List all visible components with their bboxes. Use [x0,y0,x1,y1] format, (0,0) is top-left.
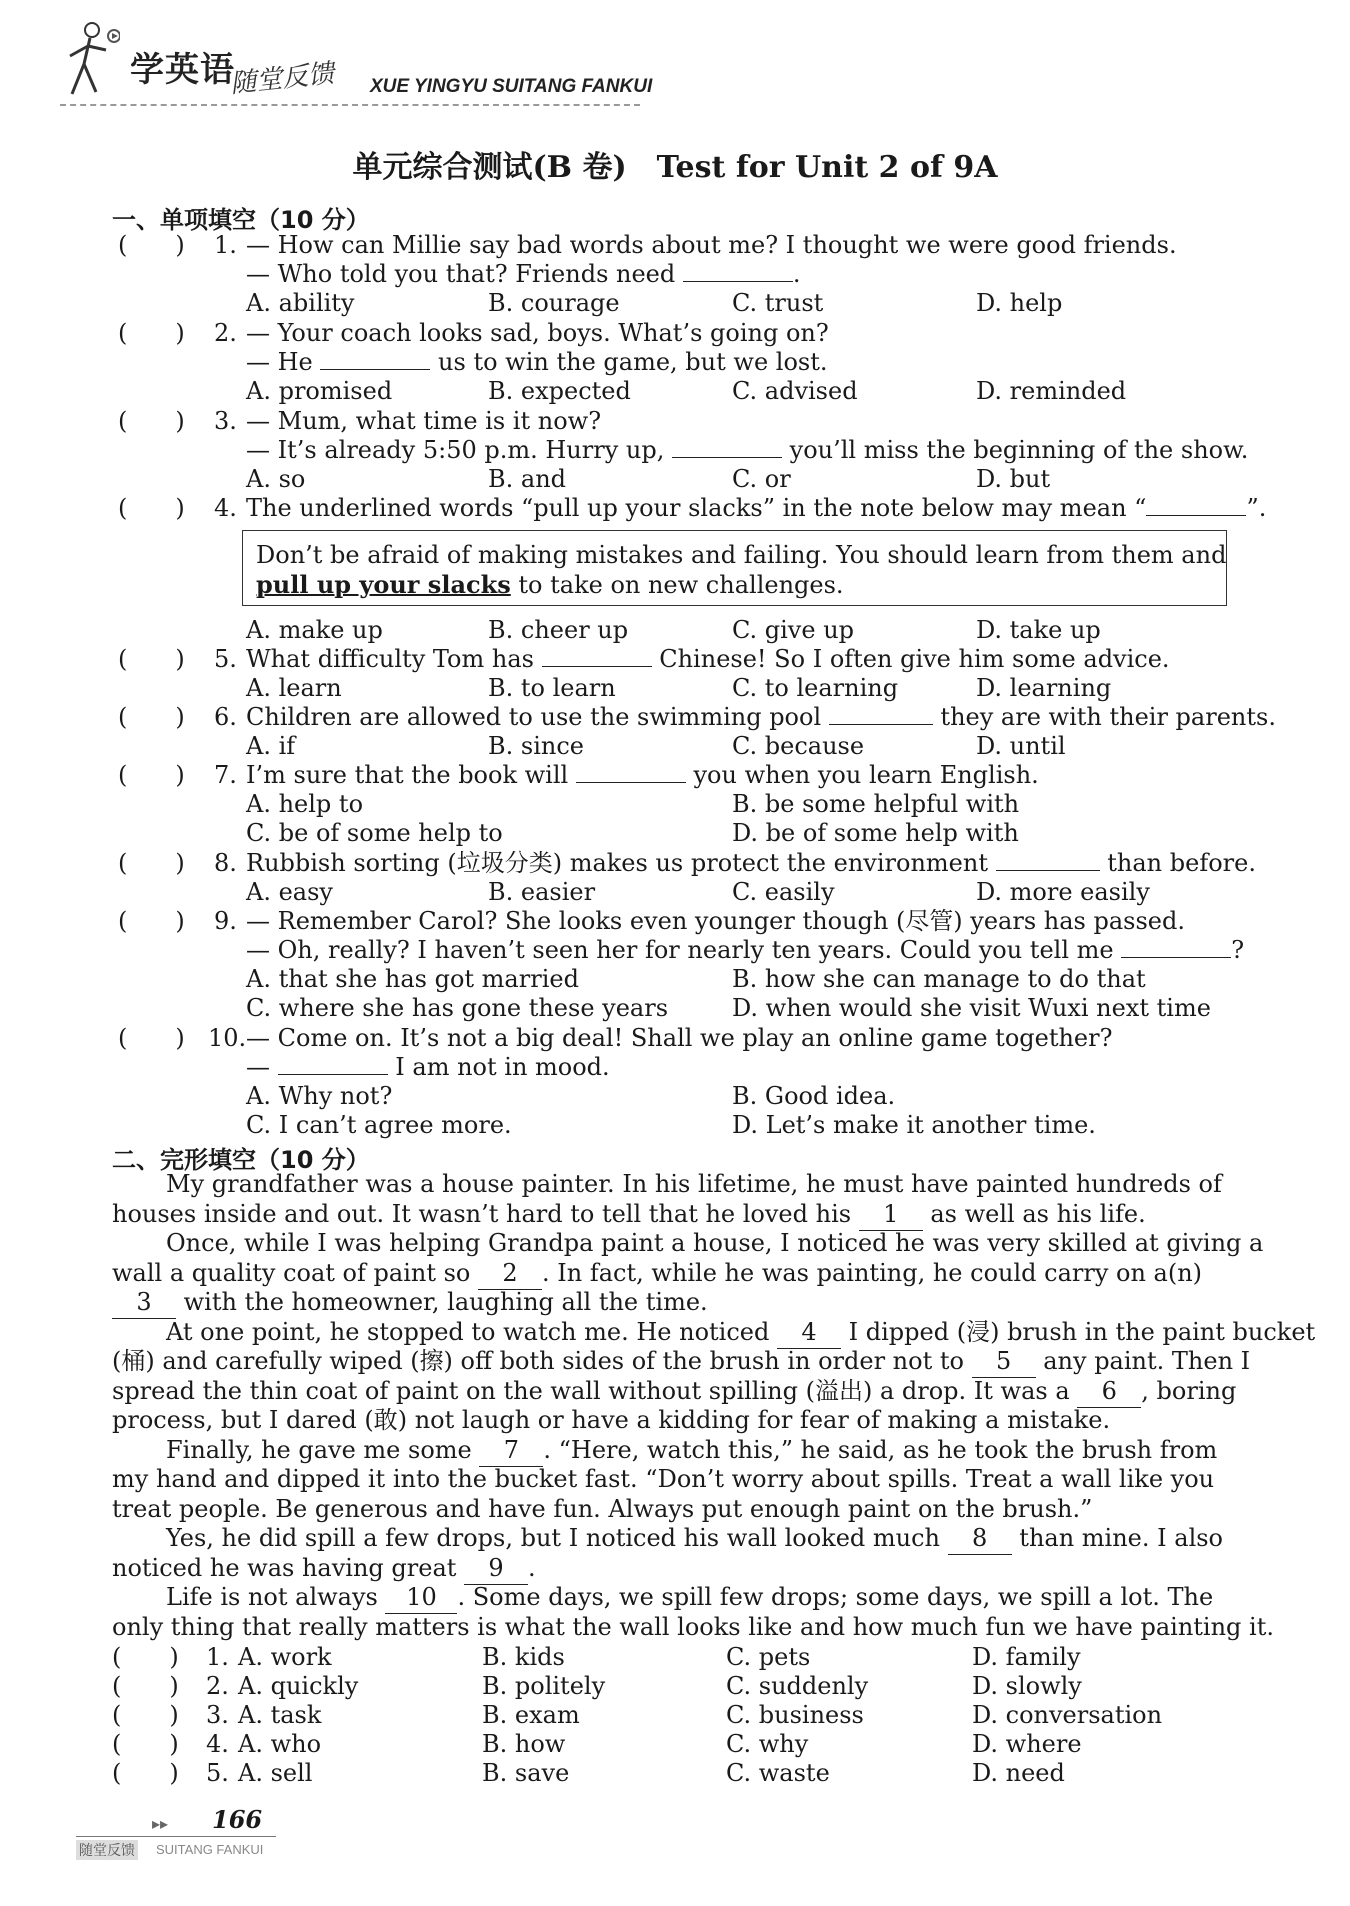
passage-line: 3 with the homeowner, laughing all the time. [112,1288,708,1319]
option: B. and [488,465,567,493]
answer-blank[interactable] [278,1052,388,1075]
answer-bracket[interactable]: ( ) [118,407,185,435]
page-title: 单元综合测试(B 卷) Test for Unit 2 of 9A [352,150,998,185]
option: D. Let’s make it another time. [732,1111,1096,1139]
answer-bracket[interactable]: ( ) [112,1672,179,1700]
header-divider [60,104,640,106]
option: D. family [972,1643,1081,1671]
passage-line: wall a quality coat of paint so 2 . In fact, while he was painting, he could carry on a(n) [112,1259,1202,1290]
cloze-blank[interactable]: 5 [972,1347,1036,1378]
note-text: Don’t be afraid of making mistakes and failing. You should learn from them and [256,541,1227,569]
option: B. how [482,1730,566,1758]
underlined-phrase: pull up your slacks [256,570,511,599]
question-text: — Mum, what time is it now? [246,407,602,435]
passage-line: Life is not always 10 . Some days, we spill few drops; some days, we spill a lot. The [166,1583,1213,1614]
cloze-blank[interactable]: 1 [859,1200,923,1231]
footer-label-cn: 随堂反馈 [76,1840,138,1860]
passage-line: noticed he was having great 9 . [112,1554,536,1585]
option: B. save [482,1759,570,1787]
student-figure-icon [60,20,120,108]
question-number: 1. [206,1643,229,1671]
question-text: — Your coach looks sad, boys. What’s going on? [246,319,829,347]
answer-bracket[interactable]: ( ) [118,319,185,347]
question-text: Children are allowed to use the swimming pool they are with their parents. [246,703,1276,731]
option: D. more easily [976,878,1150,906]
question-text: — I am not in mood. [246,1053,610,1081]
option: A. learn [246,674,342,702]
option: A. easy [246,878,333,906]
option: A. who [238,1730,322,1758]
option: B. be some helpful with [732,790,1020,818]
answer-blank[interactable] [996,848,1100,871]
brand-subtitle: 随堂反馈 [228,58,336,100]
option: C. or [732,465,791,493]
question-number: 4. [214,494,237,522]
answer-blank[interactable] [1121,935,1231,958]
passage-line: houses inside and out. It wasn’t hard to tell that he loved his 1 as well as his life. [112,1200,1146,1231]
option: B. easier [488,878,596,906]
option: D. until [976,732,1066,760]
footer-arrows-icon: ▸▸ [152,1814,169,1833]
option: C. business [726,1701,864,1729]
question-text: — He us to win the game, but we lost. [246,348,828,376]
cloze-blank[interactable]: 4 [777,1318,841,1349]
footer-label-en: SUITANG FANKUI [156,1842,264,1857]
answer-bracket[interactable]: ( ) [118,907,185,935]
option: C. be of some help to [246,819,503,847]
answer-bracket[interactable]: ( ) [118,645,185,673]
question-number: 4. [206,1730,229,1758]
option: C. suddenly [726,1672,869,1700]
passage-line: spread the thin coat of paint on the wall without spilling (溢出) a drop. It was a 6 , boring [112,1377,1236,1408]
option: A. sell [238,1759,313,1787]
answer-bracket[interactable]: ( ) [112,1730,179,1758]
option: D. reminded [976,377,1127,405]
answer-blank[interactable] [542,644,652,667]
question-number: 10. [208,1024,247,1052]
option: C. because [732,732,865,760]
option: C. I can’t agree more. [246,1111,512,1139]
question-number: 9. [214,907,237,935]
question-text: — Oh, really? I haven’t seen her for nearly ten years. Could you tell me ? [246,936,1245,964]
option: D. help [976,289,1063,317]
question-text: — Come on. It’s not a big deal! Shall we play an online game together? [246,1024,1113,1052]
option: A. ability [246,289,355,317]
option: B. kids [482,1643,565,1671]
cloze-blank[interactable]: 2 [478,1259,542,1290]
answer-bracket[interactable]: ( ) [112,1701,179,1729]
cloze-blank[interactable]: 8 [948,1524,1012,1555]
question-number: 2. [214,319,237,347]
option: D. be of some help with [732,819,1019,847]
passage-line: Yes, he did spill a few drops, but I noticed his wall looked much 8 than mine. I also [166,1524,1223,1555]
answer-bracket[interactable]: ( ) [112,1643,179,1671]
option: C. easily [732,878,835,906]
answer-bracket[interactable]: ( ) [118,849,185,877]
section-heading: 一、单项填空（10 分） [112,206,370,234]
option: B. how she can manage to do that [732,965,1146,993]
question-text: The underlined words “pull up your slacks” in the note below may mean “ ”. [246,494,1267,522]
option: D. learning [976,674,1112,702]
passage-line: treat people. Be generous and have fun. Always put enough paint on the brush.” [112,1495,1093,1523]
question-number: 3. [214,407,237,435]
answer-blank[interactable] [1146,493,1246,516]
option: C. why [726,1730,809,1758]
footer-divider [76,1836,276,1837]
option: D. slowly [972,1672,1082,1700]
option: C. to learning [732,674,899,702]
option: C. where she has gone these years [246,994,669,1022]
answer-bracket[interactable]: ( ) [118,703,185,731]
answer-blank[interactable] [576,760,686,783]
cloze-blank[interactable]: 9 [464,1554,528,1585]
question-text: — How can Millie say bad words about me? I thought we were good friends. [246,231,1177,259]
question-number: 5. [206,1759,229,1787]
passage-line: my hand and dipped it into the bucket fast. “Don’t worry about spills. Treat a wall like you [112,1465,1215,1493]
option: B. politely [482,1672,606,1700]
answer-bracket[interactable]: ( ) [118,1024,185,1052]
option: A. help to [246,790,364,818]
option: B. since [488,732,584,760]
option: C. trust [732,289,824,317]
option: B. to learn [488,674,616,702]
cloze-blank[interactable]: 7 [479,1436,543,1467]
option: A. so [246,465,306,493]
answer-bracket[interactable]: ( ) [118,231,185,259]
answer-blank[interactable] [829,702,933,725]
question-text: — Who told you that? Friends need . [246,260,801,288]
passage-line: (桶) and carefully wiped (擦) off both sides of the brush in order not to 5 any paint. Then I [112,1347,1250,1378]
option: C. give up [732,616,855,644]
option: D. where [972,1730,1082,1758]
answer-bracket[interactable]: ( ) [118,494,185,522]
passage-line: My grandfather was a house painter. In his lifetime, he must have painted hundreds of [166,1170,1222,1198]
header-logo [60,18,660,110]
option: A. make up [246,616,383,644]
passage-line: At one point, he stopped to watch me. He noticed 4 I dipped (浸) brush in the paint bucket [166,1318,1315,1349]
option: C. waste [726,1759,830,1787]
option: B. cheer up [488,616,629,644]
option: D. when would she visit Wuxi next time [732,994,1211,1022]
option: D. need [972,1759,1065,1787]
question-number: 2. [206,1672,229,1700]
question-number: 1. [214,231,237,259]
question-text: — Remember Carol? She looks even younger though (尽管) years has passed. [246,907,1185,935]
question-text: — It’s already 5:50 p.m. Hurry up, you’ll miss the beginning of the show. [246,436,1249,464]
answer-bracket[interactable]: ( ) [118,761,185,789]
option: B. exam [482,1701,580,1729]
passage-line: Once, while I was helping Grandpa paint a house, I noticed he was very skilled at giving a [166,1229,1264,1257]
answer-bracket[interactable]: ( ) [112,1759,179,1787]
answer-blank[interactable] [672,435,782,458]
question-number: 8. [214,849,237,877]
option: B. expected [488,377,631,405]
option: B. Good idea. [732,1082,896,1110]
brand-english: XUE YINGYU SUITANG FANKUI [370,76,653,97]
cloze-blank[interactable]: 6 [1077,1377,1141,1408]
option: A. quickly [238,1672,359,1700]
passage-line: process, but I dared (敢) not laugh or have a kidding for fear of making a mistake. [112,1406,1111,1434]
option: B. courage [488,289,620,317]
option: A. work [238,1643,332,1671]
option: A. promised [246,377,393,405]
page-number: 166 [212,1805,263,1834]
option: A. if [246,732,296,760]
question-number: 6. [214,703,237,731]
answer-blank[interactable] [320,347,430,370]
passage-line: only thing that really matters is what the wall looks like and how much fun we have painting it. [112,1613,1274,1641]
option: A. Why not? [246,1082,393,1110]
question-number: 7. [214,761,237,789]
note-text: pull up your slacks to take on new challenges. [256,570,844,599]
option: D. take up [976,616,1101,644]
answer-blank[interactable] [683,259,793,282]
brand-chinese: 学英语 [130,50,235,90]
option: D. conversation [972,1701,1163,1729]
option: A. task [238,1701,322,1729]
cloze-blank[interactable]: 10 [385,1583,457,1614]
question-number: 3. [206,1701,229,1729]
question-text: I’m sure that the book will you when you learn English. [246,761,1039,789]
question-text: What difficulty Tom has Chinese! So I often give him some advice. [246,645,1170,673]
option: A. that she has got married [246,965,579,993]
question-text: Rubbish sorting (垃圾分类) makes us protect the environment than before. [246,849,1256,877]
option: C. advised [732,377,858,405]
cloze-blank[interactable]: 3 [112,1288,176,1319]
option: D. but [976,465,1051,493]
option: C. pets [726,1643,811,1671]
passage-line: Finally, he gave me some 7 . “Here, watch this,” he said, as he took the brush from [166,1436,1217,1467]
question-number: 5. [214,645,237,673]
section-heading: 二、完形填空（10 分） [112,1146,370,1174]
